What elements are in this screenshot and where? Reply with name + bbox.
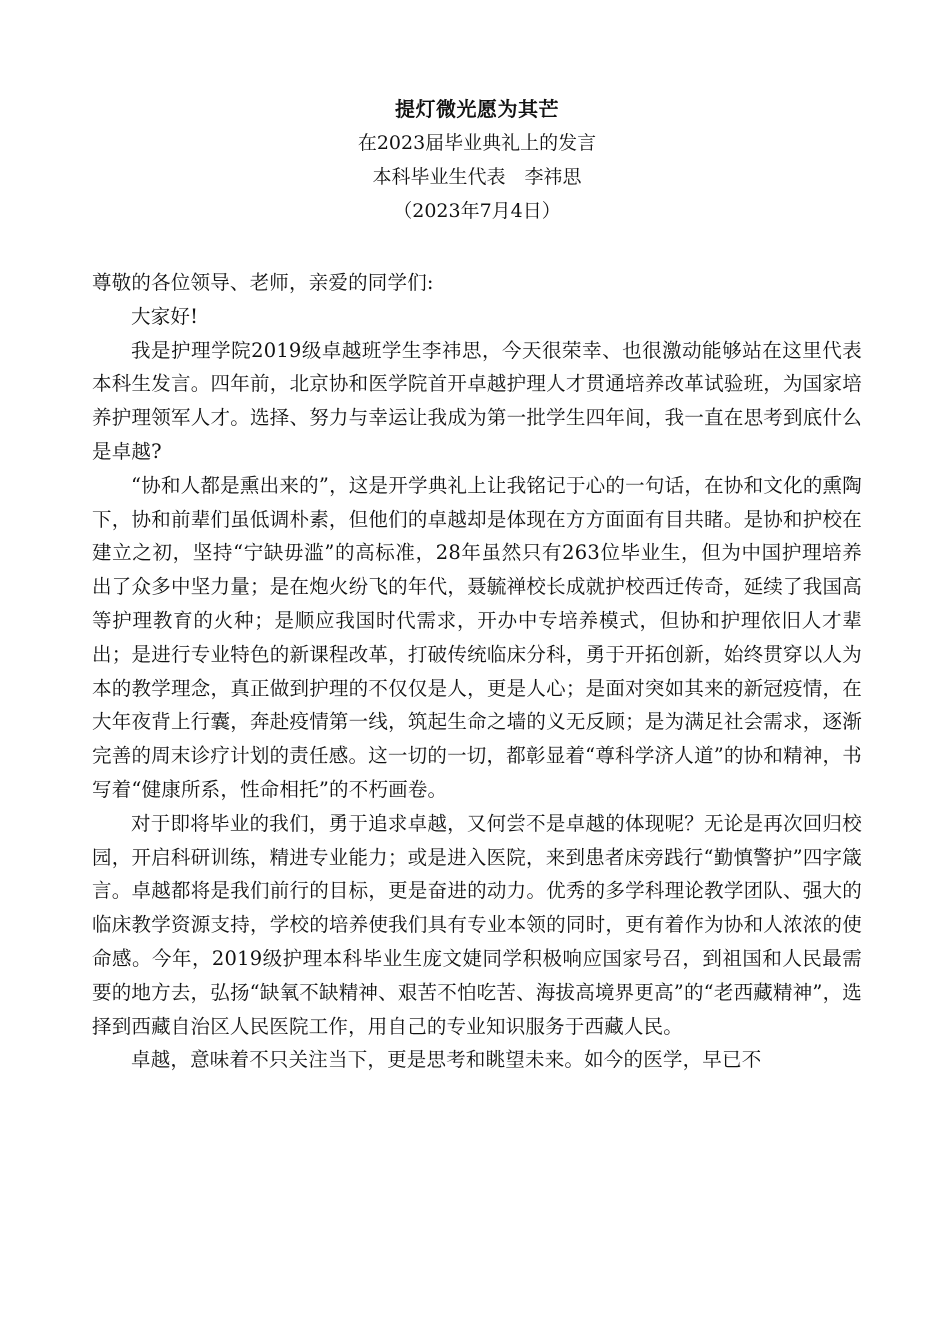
salutation: 尊敬的各位领导、老师，亲爱的同学们: bbox=[92, 271, 434, 294]
paragraph: 对于即将毕业的我们，勇于追求卓越，又何尝不是卓越的体现呢？无论是再次回归校园，开启科研训练，精进专业能力；或是进入医院，来到患者床旁践行“勤慎警护”四字箴言。卓越都将是我们前行的目标，更是奋进的动力。优秀的多学科理论教学团队、强大的临床教学资源支持，学校的培养使我们具有专业本领的同时，更有着作为协和人浓浓的使命感。今年，2019级护理本科毕业生庞文婕同学积极响应国家号召，到祖国和人民最需要的地方去，弘扬“缺氧不缺精神、艰苦不怕吃苦、海拔高境界更高”的“老西藏精神”，选择到西藏自治区人民医院工作，用自己的专业知识服务于西藏人民。 bbox=[92, 811, 862, 1038]
speech-date: （2023年7月4日） bbox=[393, 200, 561, 222]
paragraph: 大家好! bbox=[131, 304, 199, 328]
speech-body bbox=[92, 266, 862, 1077]
paragraph: 我是护理学院2019级卓越班学生李祎思，今天很荣幸、也很激动能够站在这里代表本科生发言。四年前，北京协和医学院首开卓越护理人才贯通培养改革试验班，为国家培养护理领军人才。选择、努力与幸运让我成为第一批学生四年间，我一直在思考到底什么是卓越? bbox=[92, 338, 862, 463]
speaker-line: 本科毕业生代表 李祎思 bbox=[372, 166, 582, 188]
document-header bbox=[92, 92, 862, 228]
paragraph: 卓越，意味着不只关注当下，更是思考和眺望未来。如今的医学，早已不 bbox=[131, 1048, 762, 1072]
paragraph: “协和人都是熏出来的”，这是开学典礼上让我铭记于心的一句话，在协和文化的熏陶下，协和前辈们虽低调朴素，但他们的卓越却是体现在方方面面有目共睹。是协和护校在建立之初，坚持“宁缺毋滥”的高标准，28年虽然只有263位毕业生，但为中国护理培养出了众多中坚力量；是在炮火纷飞的年代，聂毓禅校长成就护校西迁传奇，延续了我国高等护理教育的火种；是顺应我国时代需求，开办中专培养模式，但协和护理依旧人才辈出；是进行专业特色的新课程改革，打破传统临床分科，勇于开拓创新，始终贯穿以人为本的教学理念，真正做到护理的不仅仅是人，更是人心；是面对突如其来的新冠疫情，在大年夜背上行囊，奔赴疫情第一线，筑起生命之墙的义无反顾；是为满足社会需求，逐渐完善的周末诊疗计划的责任感。这一切的一切，都彰显着“尊科学济人道”的协和精神，书写着“健康所系，性命相托”的不朽画卷。 bbox=[92, 473, 862, 801]
document-subtitle: 在2023届毕业典礼上的发言 bbox=[357, 132, 597, 154]
document-title: 提灯微光愿为其芒 bbox=[395, 97, 559, 121]
